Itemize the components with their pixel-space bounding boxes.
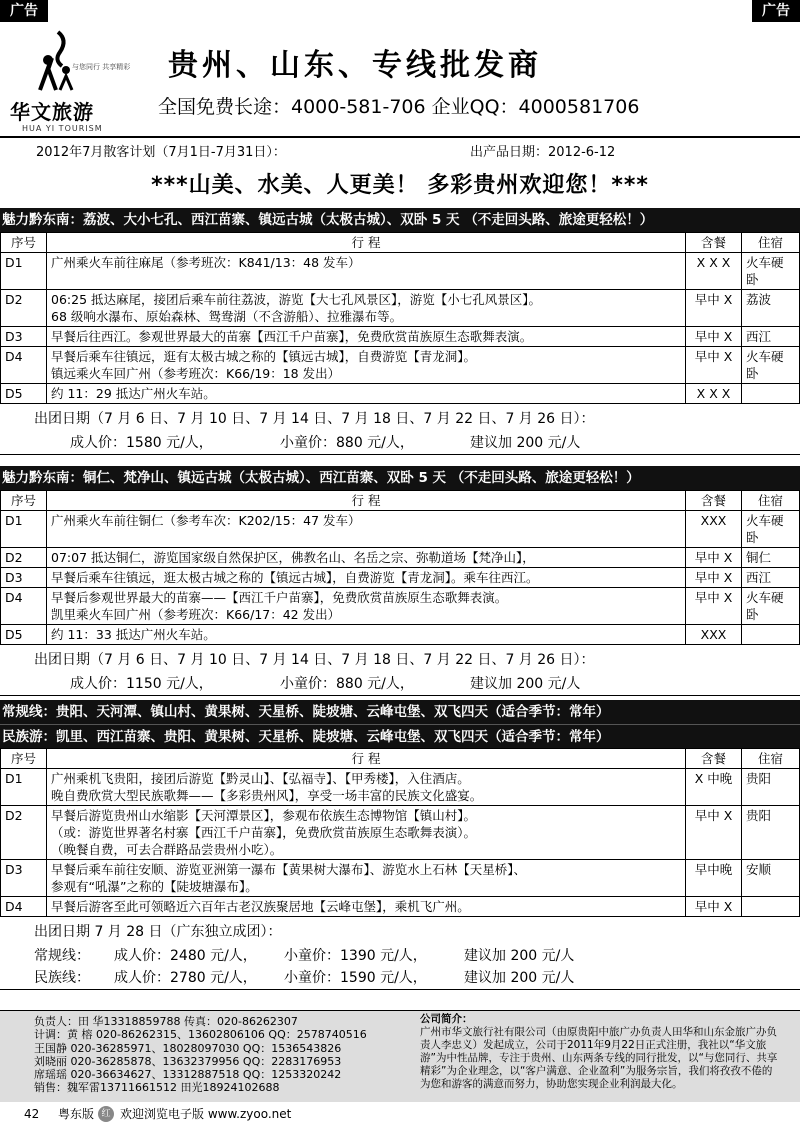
day-cell: D4: [1, 897, 47, 917]
price-label: 常规线：: [34, 948, 90, 964]
day-cell: D3: [1, 327, 47, 347]
hotel-cell: [742, 625, 800, 645]
table-row: [1, 253, 800, 290]
itinerary-line: 早餐后游览贵州山水缩影【天河潭景区】，参观布依族生态博物馆【镇山村】。: [51, 808, 477, 823]
column-header-itinerary: 行 程: [47, 233, 686, 253]
table-row: [1, 625, 800, 645]
plan-line: [0, 136, 800, 162]
itinerary-line: 参观有“吼瀑”之称的【陡坡塘瀑布】。: [51, 879, 258, 894]
hotel-cell: 贵阳: [742, 806, 800, 860]
meal-cell: 早中 X: [686, 806, 742, 860]
hotel-cell: 铜仁: [742, 548, 800, 568]
itinerary-table: [0, 748, 800, 917]
route-section: [0, 700, 800, 990]
route-title: 魅力黔东南：铜仁、梵净山、镇远古城（太极古城）、西江苗寨、双卧 5 天 （不走回头路、旅途更轻松！）: [0, 466, 800, 490]
website-link[interactable]: 欢迎浏览电子版 www.zyoo.net: [120, 1107, 292, 1121]
itinerary-table: [0, 232, 800, 404]
day-cell: D5: [1, 384, 47, 404]
itinerary-cell: [47, 511, 686, 548]
route-title: 民族游：凯里、西江苗寨、贵阳、黄果树、天星桥、陡坡塘、云峰屯堡、双飞四天（适合季节：常年）: [0, 724, 800, 748]
price-line: [0, 945, 800, 967]
itinerary-line: 广州乘机飞贵阳，接团后游览【黔灵山】、【弘福寺】、【甲秀楼】，入住酒店。: [51, 771, 470, 786]
table-row: [1, 511, 800, 548]
itinerary-cell: [47, 347, 686, 384]
itinerary-line: （或：游览世界著名村寨【西江千户苗寨】，免费欣赏苗族原生态歌舞表演）。: [51, 825, 477, 840]
day-cell: D3: [1, 568, 47, 588]
itinerary-cell: [47, 384, 686, 404]
table-row: [1, 568, 800, 588]
day-cell: D1: [1, 253, 47, 290]
table-header-row: [1, 749, 800, 769]
table-row: [1, 897, 800, 917]
price-child: 小童价：1390 元/人，: [284, 948, 427, 964]
hotel-cell: 贵阳: [742, 769, 800, 806]
meal-cell: X 中晚: [686, 769, 742, 806]
itinerary-cell: [47, 769, 686, 806]
column-header-day: 序号: [1, 749, 47, 769]
day-cell: D1: [1, 511, 47, 548]
table-header-row: [1, 491, 800, 511]
itinerary-line: 镇远乘火车回广州（参考班次：K66/19：18 发出）: [51, 366, 341, 381]
departure-dates: 出团日期（7 月 6 日、7 月 10 日、7 月 14 日、7 月 18 日、7 月 22 日、7 月 26 日）：: [34, 411, 595, 427]
table-header-row: [1, 233, 800, 253]
day-cell: D5: [1, 625, 47, 645]
itinerary-line: 广州乘火车前往麻尾（参考班次：K841/13：48 发车）: [51, 255, 361, 270]
contact-line: 刘晓丽 020-36285878、13632379956 QQ：2283176953: [34, 1054, 342, 1068]
meal-cell: XXX: [686, 511, 742, 548]
hotline: 全国免费长途：4000-581-706 企业QQ：4000581706: [158, 96, 640, 118]
price-child: 小童价：880 元/人，: [280, 676, 414, 692]
ad-tag-left: 广告: [0, 0, 48, 22]
meal-cell: X X X: [686, 253, 742, 290]
price-adult: 成人价：2780 元/人，: [114, 970, 257, 986]
contact-line: 计调：黄 榕 020-86262315、13602806106 QQ：2578740516: [34, 1028, 367, 1042]
table-row: [1, 548, 800, 568]
product-date: 出产品日期：2012-6-12: [470, 145, 616, 160]
hotel-cell: 西江: [742, 327, 800, 347]
column-header-meal: 含餐: [686, 233, 742, 253]
table-row: [1, 327, 800, 347]
price-line: [0, 432, 800, 454]
table-row: [1, 769, 800, 806]
price-adult: 成人价：1150 元/人，: [70, 676, 213, 692]
table-row: [1, 290, 800, 327]
itinerary-table: [0, 490, 800, 645]
itinerary-line: 早餐后乘车往镇远，逛有太极古城之称的【镇远古城】，自费游览【青龙洞】。: [51, 349, 477, 364]
header: [0, 22, 800, 162]
route-section: [0, 466, 800, 696]
contact-list: [34, 1015, 404, 1095]
price-suggest: 建议加 200 元/人: [464, 948, 575, 964]
itinerary-cell: [47, 625, 686, 645]
column-header-meal: 含餐: [686, 749, 742, 769]
day-cell: D4: [1, 588, 47, 625]
itinerary-line: 早餐后乘车往镇远，逛太极古城之称的【镇远古城】，自费游览【青龙洞】。乘车往西江。: [51, 570, 539, 585]
page-footer: [0, 1104, 800, 1125]
edition-label: 粤东版: [58, 1107, 95, 1121]
day-cell: D2: [1, 290, 47, 327]
meal-cell: 早中 X: [686, 568, 742, 588]
contact-line: 负责人：田 华13318859788 传真：020-86262307: [34, 1015, 298, 1028]
itinerary-line: 06:25 抵达麻尾，接团后乘车前往荔波，游览【大七孔风景区】，游览【小七孔风景区】。: [51, 292, 541, 307]
itinerary-line: 早餐后参观世界最大的苗寨——【西江千户苗寨】，免费欣赏苗族原生态歌舞表演。: [51, 590, 508, 605]
hotel-cell: [742, 384, 800, 404]
itinerary-line: 约 11：29 抵达广州火车站。: [51, 386, 216, 401]
company-intro: [420, 1013, 780, 1091]
meal-cell: 早中 X: [686, 290, 742, 327]
price-adult: 成人价：1580 元/人，: [70, 435, 213, 451]
slogan-banner: ***山美、水美、人更美！ 多彩贵州欢迎您！***: [151, 173, 649, 198]
table-row: [1, 860, 800, 897]
company-intro-title: 公司简介：: [420, 1013, 473, 1025]
day-cell: D4: [1, 347, 47, 384]
departure-dates: 出团日期（7 月 6 日、7 月 10 日、7 月 14 日、7 月 18 日、7 月 22 日、7 月 26 日）：: [34, 652, 595, 668]
logo-name: 华文旅游: [10, 100, 94, 124]
itinerary-cell: [47, 897, 686, 917]
day-cell: D3: [1, 860, 47, 897]
hotel-cell: 火车硬卧: [742, 347, 800, 384]
table-row: [1, 806, 800, 860]
meal-cell: 早中 X: [686, 327, 742, 347]
column-header-hotel: 住宿: [742, 491, 800, 511]
logo: [6, 26, 146, 146]
column-header-day: 序号: [1, 233, 47, 253]
logo-figure-icon: [34, 30, 78, 92]
contact-line: 王国静 020-36285971、18028097030 QQ：1536543826: [34, 1041, 342, 1055]
hotel-cell: 火车硬卧: [742, 253, 800, 290]
route-section: [0, 208, 800, 455]
meal-cell: 早中 X: [686, 548, 742, 568]
day-cell: D2: [1, 806, 47, 860]
logo-english: HUA YI TOURISM: [22, 124, 103, 133]
ad-tag-right: 广告: [752, 0, 800, 22]
meal-cell: X X X: [686, 384, 742, 404]
column-header-meal: 含餐: [686, 491, 742, 511]
table-row: [1, 588, 800, 625]
hotel-cell: 火车硬卧: [742, 588, 800, 625]
company-intro-text: 广州市华文旅行社有限公司（由原贵阳中旅广办负责人田华和山东金旅广办负责人李忠义）发起成立，公司于2011年9月22日正式注册，我社以“华文旅游”为中性品牌，专注于贵州、山东两条专线的同行批发，以“与您同行、共享精彩”为企业理念，以“客户满意、企业盈利”为服务宗旨，我们将孜孜不倦的为您和游客的满意而努力，协助您实现企业利润最大化。: [420, 1026, 778, 1090]
table-row: [1, 384, 800, 404]
meal-cell: 早中 X: [686, 347, 742, 384]
itinerary-cell: [47, 588, 686, 625]
column-header-day: 序号: [1, 491, 47, 511]
meal-cell: XXX: [686, 625, 742, 645]
meal-cell: 早中 X: [686, 897, 742, 917]
table-row: [1, 347, 800, 384]
column-header-hotel: 住宿: [742, 233, 800, 253]
itinerary-line: （晚餐自费，可去合群路品尝贵州小吃）。: [51, 842, 283, 857]
itinerary-cell: [47, 253, 686, 290]
plan-period: 2012年7月散客计划（7月1日-7月31日）：: [36, 145, 286, 160]
itinerary-cell: [47, 568, 686, 588]
edition-badge: 红: [98, 1106, 114, 1122]
itinerary-line: 68 级响水瀑布、原始森林、鸳鸯湖（不含游船）、拉雅瀑布等。: [51, 309, 403, 324]
hotel-cell: 荔波: [742, 290, 800, 327]
column-header-hotel: 住宿: [742, 749, 800, 769]
contact-line: 席瑶瑶 020-36634627、13312887518 QQ：1253320242: [34, 1068, 342, 1082]
departure-dates: 出团日期 7 月 28 日（广东独立成团）：: [34, 924, 282, 940]
itinerary-line: 07:07 抵达铜仁，游览国家级自然保护区，佛教名山、名岳之宗、弥勒道场【梵净山】，: [51, 550, 535, 565]
footer: [0, 1010, 800, 1102]
price-suggest: 建议加 200 元/人: [470, 435, 581, 451]
meal-cell: 早中 X: [686, 588, 742, 625]
price-child: 小童价：1590 元/人，: [284, 970, 427, 986]
hotel-cell: 安顺: [742, 860, 800, 897]
hotel-cell: 西江: [742, 568, 800, 588]
route-title: 魅力黔东南：荔波、大小七孔、西江苗寨、镇远古城（太极古城）、双卧 5 天 （不走回头路、旅途更轻松！）: [0, 208, 800, 232]
page-number: 42: [24, 1107, 40, 1121]
itinerary-line: 广州乘火车前往铜仁（参考车次：K202/15：47 发车）: [51, 513, 361, 528]
itinerary-cell: [47, 548, 686, 568]
itinerary-cell: [47, 327, 686, 347]
day-cell: D1: [1, 769, 47, 806]
itinerary-cell: [47, 860, 686, 897]
itinerary-cell: [47, 806, 686, 860]
hotel-cell: 火车硬卧: [742, 511, 800, 548]
price-line: [0, 967, 800, 989]
hotel-cell: [742, 897, 800, 917]
day-cell: D2: [1, 548, 47, 568]
price-suggest: 建议加 200 元/人: [464, 970, 575, 986]
logo-slogan: 与您同行 共享精彩: [72, 63, 131, 71]
page-title: 贵州、山东、专线批发商: [168, 48, 542, 83]
price-line: [0, 673, 800, 695]
contact-line: 销售：魏军雷13711661512 田光18924102688: [34, 1081, 280, 1095]
price-adult: 成人价：2480 元/人，: [114, 948, 257, 964]
itinerary-cell: [47, 290, 686, 327]
column-header-itinerary: 行 程: [47, 749, 686, 769]
itinerary-line: 晚自费欣赏大型民族歌舞——【多彩贵州风】，享受一场丰富的民族文化盛宴。: [51, 788, 483, 803]
itinerary-line: 约 11：33 抵达广州火车站。: [51, 627, 216, 642]
price-suggest: 建议加 200 元/人: [470, 676, 581, 692]
itinerary-line: 早餐后游客至此可领略近六百年古老汉族聚居地【云峰屯堡】，乘机飞广州。: [51, 899, 470, 914]
price-child: 小童价：880 元/人，: [280, 435, 414, 451]
itinerary-line: 早餐后乘车前往安顺、游览亚洲第一瀑布【黄果树大瀑布】、游览水上石林【天星桥】、: [51, 862, 527, 877]
itinerary-line: 凯里乘火车回广州（参考班次：K66/17：42 发出）: [51, 607, 341, 622]
itinerary-line: 早餐后往西江。参观世界最大的苗寨【西江千户苗寨】，免费欣赏苗族原生态歌舞表演。: [51, 329, 533, 344]
column-header-itinerary: 行 程: [47, 491, 686, 511]
route-title: 常规线：贵阳、天河潭、镇山村、黄果树、天星桥、陡坡塘、云峰屯堡、双飞四天（适合季节：常年）: [0, 700, 800, 724]
price-label: 民族线：: [34, 970, 90, 986]
meal-cell: 早中晚: [686, 860, 742, 897]
